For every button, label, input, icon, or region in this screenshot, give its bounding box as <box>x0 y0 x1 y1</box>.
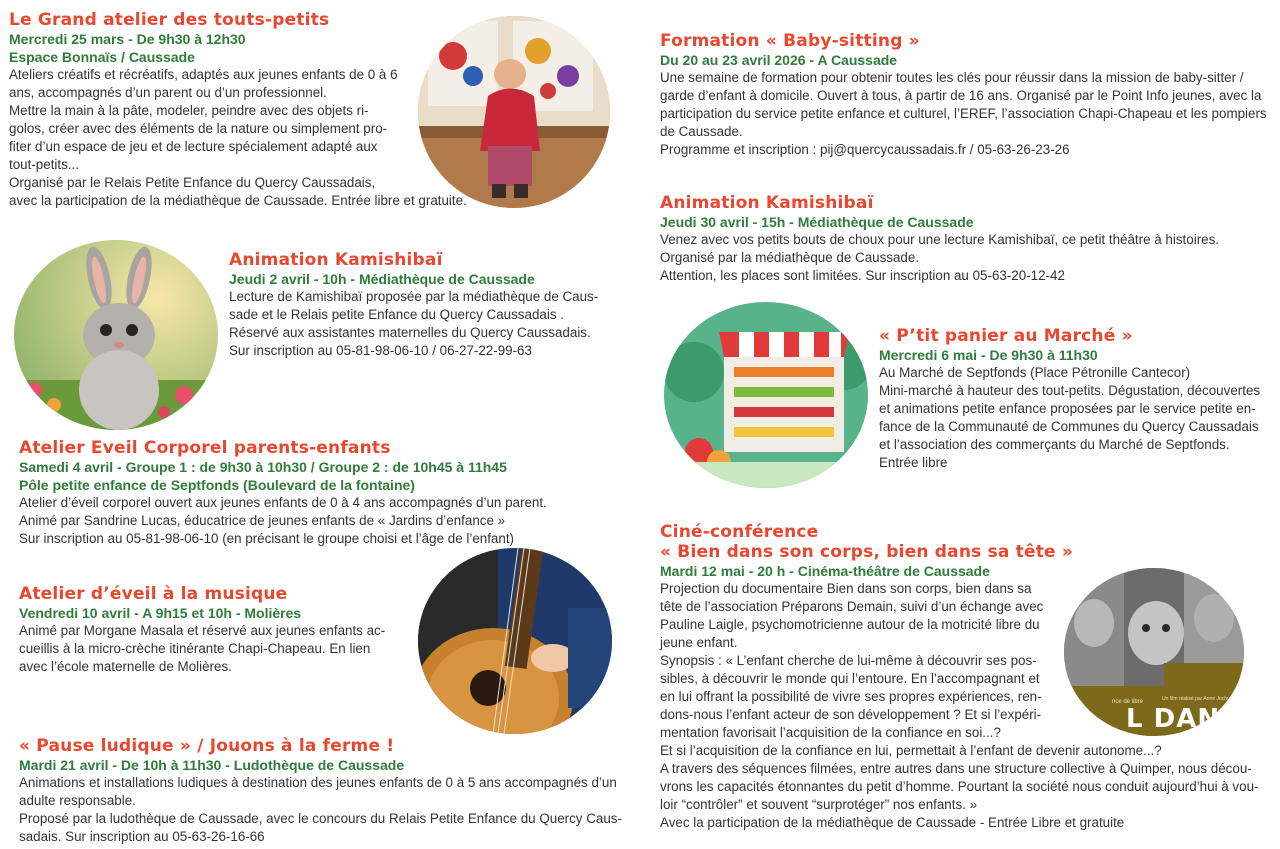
event-date: Vendredi 10 avril - A 9h15 et 10h - Molières <box>19 605 302 621</box>
event-title: « Pause ludique » / Jouons à la ferme ! <box>19 736 395 756</box>
event-date: Mercredi 6 mai - De 9h30 à 11h30 <box>879 347 1098 363</box>
event-ptit-panier <box>879 326 1274 472</box>
event-title: Atelier Eveil Corporel parents-enfants <box>19 438 391 458</box>
event-title: Animation Kamishibaï <box>660 193 874 213</box>
event-grand-atelier <box>9 10 467 210</box>
event-title: Ciné-conférence <box>660 522 819 542</box>
event-location: Espace Bonnaïs / Caussade <box>9 49 195 65</box>
event-title: Animation Kamishibaï <box>229 250 443 270</box>
child-painting-photo <box>418 16 610 208</box>
event-description: Une semaine de formation pour obtenir toutes les clés pour réussir dans la mission de baby-sitter / garde d’enfant à domicile. Ouvert à tous, à partir de 16 ans. Organisé par le Point Info jeunes, avec la participation du service petite enfance et culturel, l’EREF, l’association Chapi-Chapeau et les pompiers de Caussade. Programme et inscription : pij@quercycaussadais.fr / 05-63-26-23-26 <box>660 70 1267 157</box>
event-title: Le Grand atelier des touts-petits <box>9 10 330 30</box>
event-baby-sitting <box>660 31 1272 159</box>
bunny-photo <box>14 240 218 430</box>
event-description: Au Marché de Septfonds (Place Pétronille Cantecor) Mini-marché à hauteur des tout-petits. Dégustation, découvertes et animations petite enfance proposées par le service petite en- fance de la Communauté de Communes du Quercy Caussadais et l’association des commerçants du Marché de Septfonds. Entrée libre <box>879 365 1261 470</box>
event-pause-ludique <box>19 736 639 846</box>
event-description: Venez avec vos petits bouts de choux pour une lecture Kamishibaï, ce petit théâtre à histoires. Organisé par la médiathèque de Caussade. Attention, les places sont limitées. Sur inscription au 05-63-20-12-42 <box>660 232 1220 283</box>
event-eveil-musique <box>19 584 397 676</box>
event-description: Animations et installations ludiques à destination des jeunes enfants de 0 à 5 ans accompagnés d’un adulte responsable. Proposé par la ludothèque de Caussade, avec le concours du Relais Petite Enfance du Quercy Caus- sadais. Sur inscription au 05-63-26-16-66 <box>19 775 622 844</box>
event-date: Jeudi 2 avril - 10h - Médiathèque de Caussade <box>229 271 535 287</box>
guitar-photo <box>418 548 612 734</box>
poster-credit-text: Un film réalisé par Anne Jochum <box>1162 696 1234 702</box>
event-location: Pôle petite enfance de Septfonds (Boulevard de la fontaine) <box>19 477 415 493</box>
event-date: Samedi 4 avril - Groupe 1 : de 9h30 à 10h30 / Groupe 2 : de 10h45 à 11h45 <box>19 459 507 475</box>
event-date: Mardi 12 mai - 20 h - Cinéma-théâtre de Caussade <box>660 563 990 579</box>
event-title: « P’tit panier au Marché » <box>879 326 1133 346</box>
event-description: Lecture de Kamishibaï proposée par la médiathèque de Caus- sade et le Relais petite Enfance du Quercy Caussadais . Réservé aux assistantes maternelles du Quercy Caussadais. Sur inscription au 05-81-98-06-10 / 06-27-22-99-63 <box>229 289 599 358</box>
poster-small-text: nce de libre <box>1112 699 1144 705</box>
poster-title-text: L DANS <box>1126 704 1240 734</box>
event-film-title: « Bien dans son corps, bien dans sa tête » <box>660 542 1074 562</box>
event-description: Animé par Morgane Masala et réservé aux jeunes enfants ac- cueillis à la micro-crèche itinérante Chapi-Chapeau. En lien avec l’école maternelle de Molières. <box>19 623 386 674</box>
event-date: Jeudi 30 avril - 15h - Médiathèque de Caussade <box>660 214 974 230</box>
event-date: Mercredi 25 mars - De 9h30 à 12h30 <box>9 31 246 47</box>
event-kamishibai-avril <box>229 250 614 360</box>
event-title: Formation « Baby-sitting » <box>660 31 920 51</box>
event-eveil-corporel <box>19 438 619 548</box>
event-description: Projection du documentaire Bien dans son corps, bien dans sa tête de l’association Préparons Demain, suivi d’un échange avec Pauline Laigle, psychomotricienne autour de la motricité libre du jeune enfant. Synopsis : « L’enfant cherche de lui-même à découvrir ses pos- sibles, à découvrir le monde qui l’entoure. En l’accompagnant et en lui offrant la possibilité de vivre ses propres expériences, ren- dons-nous l’enfant acteur de son développement ? Et si l’expéri- mentation favorisait l’acquisition de la confiance en soi...? Et si l’acquisition de la confiance en lui, permettait à l’enfant de devenir autonome...? A travers des séquences filmées, entre autres dans une structure collective à Quimper, nous décou- vrons les capacités étonnantes du petit d’homme. Pourtant la société nous conduit aujourd’hui à vou- loir “contrôler” et souvent “surprotéger” nos enfants. » Avec la participation de la médiathèque de Caussade - Entrée Libre et gratuite <box>660 581 1259 830</box>
event-description: Ateliers créatifs et récréatifs, adaptés aux jeunes enfants de 0 à 6 ans, accompagnés d’un parent ou d’un professionnel. Mettre la main à la pâte, modeler, peindre avec des objets ri- golos, créer avec des éléments de la nature ou simplement pro- fiter d’un espace de jeu et de lecture spécialement adapté aux tout-petits... Organisé par le Relais Petite Enfance du Quercy Caussadais, avec la participation de la médiathèque de Caussade. Entrée libre et gratuite. <box>9 67 467 208</box>
event-date: Mardi 21 avril - De 10h à 11h30 - Ludothèque de Caussade <box>19 757 405 773</box>
event-date: Du 20 au 23 avril 2026 - A Caussade <box>660 52 898 68</box>
event-description: Atelier d’éveil corporel ouvert aux jeunes enfants de 0 à 4 ans accompagnés d’un parent. Animé par Sandrine Lucas, éducatrice de jeunes enfants de « Jardins d’enfance » Sur inscription au 05-81-98-06-10 (en précisant le groupe choisi et l’âge de l’enfant) <box>19 495 547 546</box>
market-stall-illustration <box>664 302 868 488</box>
film-poster-photo <box>1064 568 1244 736</box>
event-kamishibai-30-avril <box>660 193 1272 285</box>
event-title: Atelier d’éveil à la musique <box>19 584 288 604</box>
